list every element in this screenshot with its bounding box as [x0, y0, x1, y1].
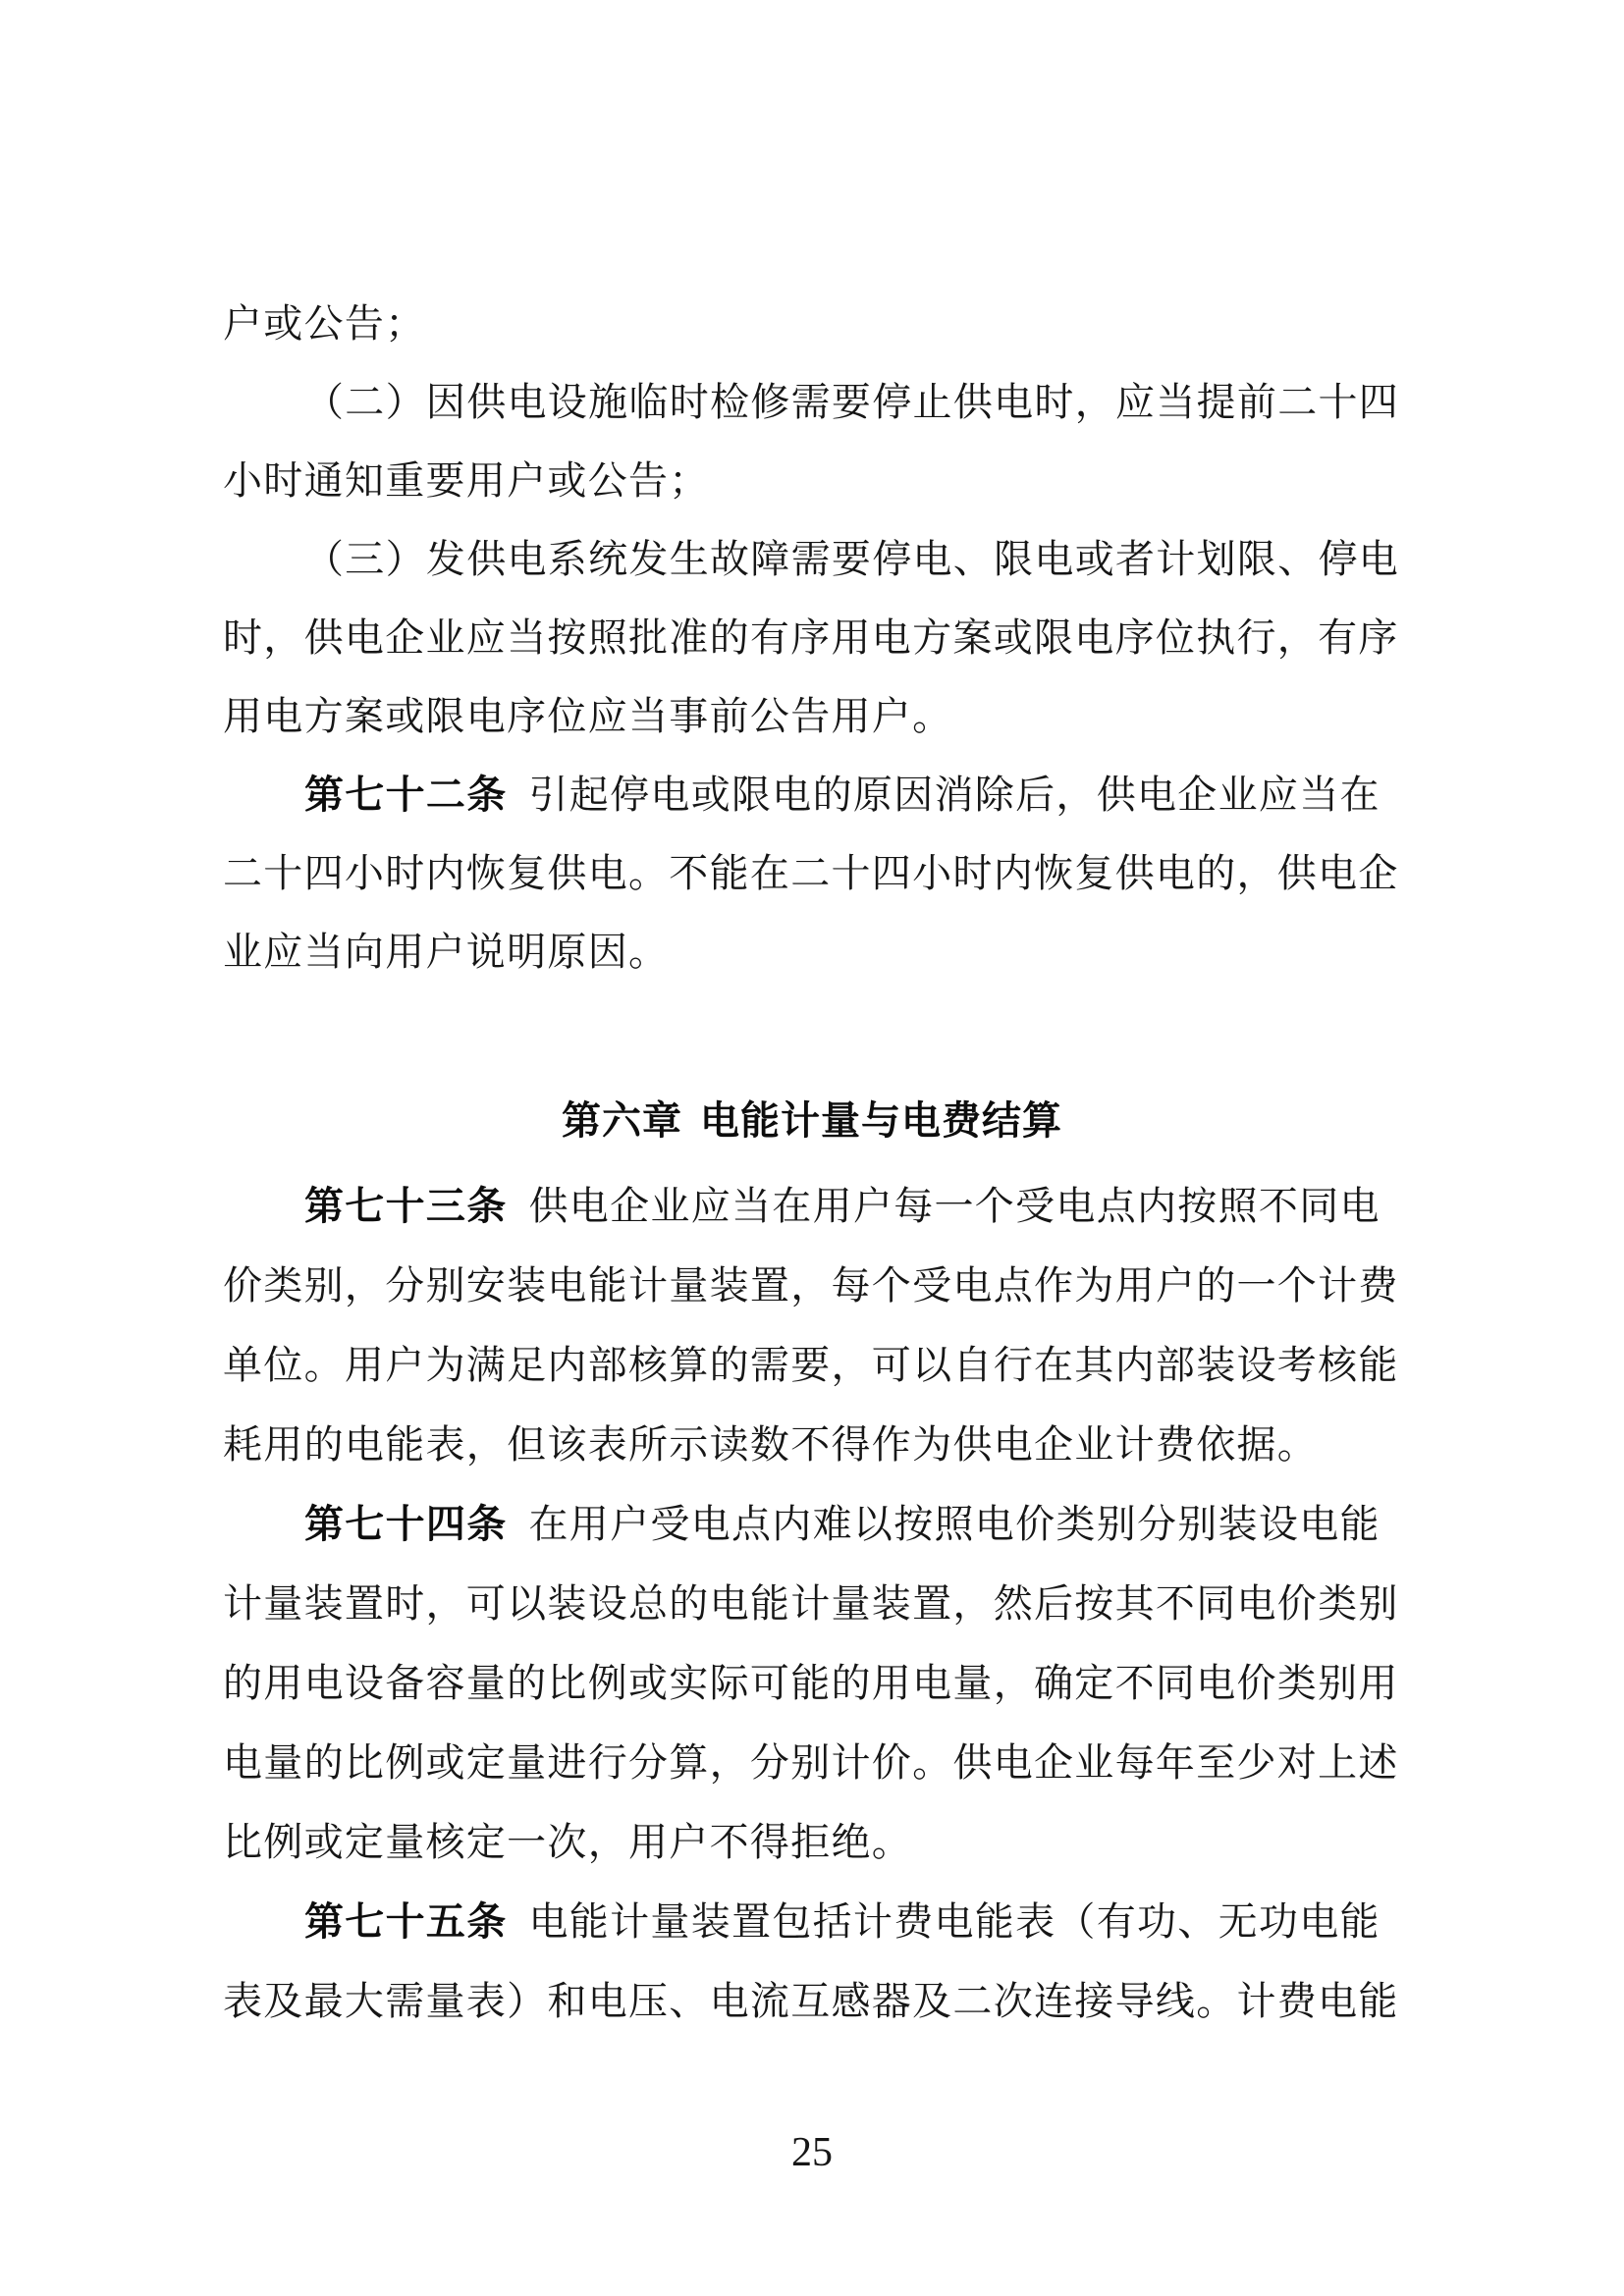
body-line: 比例或定量核定一次，用户不得拒绝。: [223, 1820, 913, 1864]
body-line: 计量装置时，可以装设总的电能计量装置，然后按其不同电价类别: [223, 1581, 1399, 1626]
body-line: 的用电设备容量的比例或实际可能的用电量，确定不同电价类别用: [223, 1661, 1399, 1705]
chapter-title: 电能计量与电费结算: [700, 1099, 1062, 1143]
body-text-block-2: [223, 1166, 1440, 2041]
body-line: 第七十三条 供电企业应当在用户每一个受电点内按照不同电: [304, 1184, 1380, 1228]
body-line: 第七十二条 引起停电或限电的原因消除后，供电企业应当在: [304, 773, 1380, 817]
body-line: 电量的比例或定量进行分算，分别计价。供电企业每年至少对上述: [223, 1740, 1399, 1785]
body-line: 户或公告；: [223, 301, 426, 346]
body-line: 第七十四条 在用户受电点内难以按照电价类别分别装设电能: [304, 1502, 1380, 1546]
chapter-heading: [0, 1082, 1624, 1160]
article-number-label: 第七十三条: [304, 1185, 508, 1228]
body-line: （二）因供电设施临时检修需要停止供电时，应当提前二十四: [304, 380, 1400, 424]
article-number-label: 第七十五条: [304, 1900, 508, 1944]
page-number: 25: [791, 2130, 833, 2175]
body-line: 耗用的电能表，但该表所示读数不得作为供电企业计费依据。: [223, 1422, 1319, 1467]
body-line: 二十四小时内恢复供电。不能在二十四小时内恢复供电的，供电企: [223, 851, 1399, 895]
article-number-label: 第七十四条: [304, 1503, 508, 1546]
body-line: 小时通知重要用户或公告；: [223, 458, 710, 503]
body-text-block-1: [223, 285, 1440, 991]
body-line: 价类别，分别安装电能计量装置，每个受电点作为用户的一个计费: [223, 1263, 1399, 1308]
body-line: （三）发供电系统发生故障需要停电、限电或者计划限、停电: [304, 537, 1400, 581]
body-line: 表及最大需量表）和电压、电流互感器及二次连接导线。计费电能: [223, 1979, 1399, 2023]
body-line: 用电方案或限电序位应当事前公告用户。: [223, 694, 953, 738]
body-line: 业应当向用户说明原因。: [223, 930, 670, 974]
article-number-label: 第七十二条: [304, 774, 508, 817]
chapter-number-label: 第六章: [562, 1099, 682, 1143]
body-line: 第七十五条 电能计量装置包括计费电能表（有功、无功电能: [304, 1899, 1380, 1944]
body-line: 时，供电企业应当按照批准的有序用电方案或限电序位执行，有序: [223, 615, 1399, 660]
body-line: 单位。用户为满足内部核算的需要，可以自行在其内部装设考核能: [223, 1343, 1399, 1387]
